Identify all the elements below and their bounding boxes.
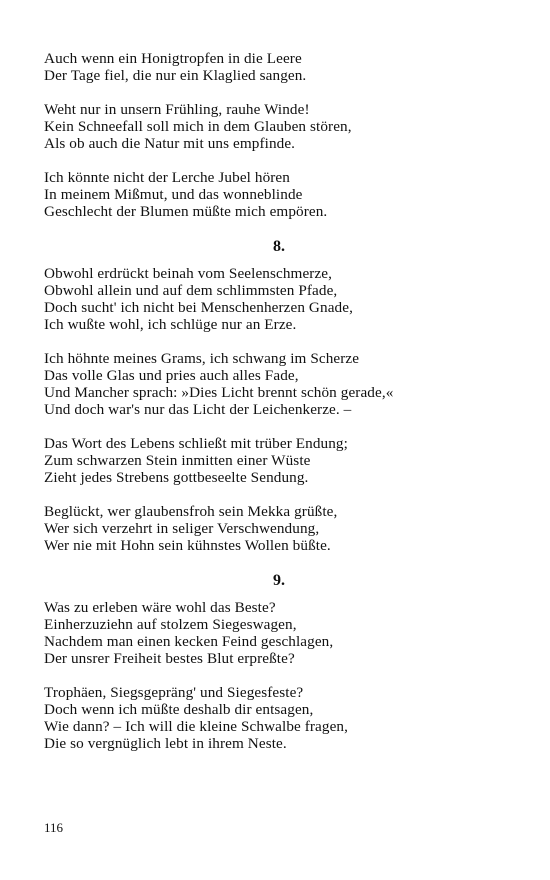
verse-line: Doch sucht' ich nicht bei Menschenherzen Gnade,	[44, 299, 353, 316]
verse-line: Zum schwarzen Stein inmitten einer Wüste	[44, 452, 311, 469]
verse-line: Und doch war's nur das Licht der Leichenkerze. –	[44, 401, 352, 418]
verse-line: Wer sich verzehrt in seliger Verschwendung,	[44, 520, 320, 537]
verse-line: Das volle Glas und pries auch alles Fade,	[44, 367, 299, 384]
verse-line: Der unsrer Freiheit bestes Blut erpreßte?	[44, 650, 295, 667]
stanza	[44, 503, 514, 554]
verse-line: Auch wenn ein Honigtropfen in die Leere	[44, 50, 302, 67]
verse-line: Die so vergnüglich lebt in ihrem Neste.	[44, 735, 287, 752]
verse-line: Einherzuziehn auf stolzem Siegeswagen,	[44, 616, 297, 633]
verse-line: Ich wußte wohl, ich schlüge nur an Erze.	[44, 316, 297, 333]
poem-section	[44, 571, 514, 752]
verse-line: Geschlecht der Blumen müßte mich empören.	[44, 203, 328, 220]
poem-number: 9.	[273, 572, 285, 589]
verse-line: Zieht jedes Strebens gottbeseelte Sendung.	[44, 469, 309, 486]
verse-line: Was zu erleben wäre wohl das Beste?	[44, 599, 276, 616]
verse-line: Als ob auch die Natur mit uns empfinde.	[44, 135, 296, 152]
stanza	[44, 169, 514, 220]
poem-body	[44, 50, 514, 769]
poem-section	[44, 50, 514, 220]
stanza	[44, 101, 514, 152]
stanza	[44, 265, 514, 333]
poem-section	[44, 237, 514, 554]
stanza	[44, 350, 514, 418]
verse-line: Ich höhnte meines Grams, ich schwang im Scherze	[44, 350, 360, 367]
verse-line: Wer nie mit Hohn sein kühnstes Wollen büßte.	[44, 537, 331, 554]
verse-line: Nachdem man einen kecken Feind geschlagen,	[44, 633, 334, 650]
verse-line: Das Wort des Lebens schließt mit trüber Endung;	[44, 435, 348, 452]
verse-line: Weht nur in unsern Frühling, rauhe Winde!	[44, 101, 310, 118]
verse-line: Trophäen, Siegsgepräng' und Siegesfeste?	[44, 684, 304, 701]
verse-line: Obwohl erdrückt beinah vom Seelenschmerze,	[44, 265, 333, 282]
page-number: 116	[44, 820, 64, 835]
stanza	[44, 599, 514, 667]
verse-line: Obwohl allein und auf dem schlimmsten Pfade,	[44, 282, 338, 299]
verse-line: Ich könnte nicht der Lerche Jubel hören	[44, 169, 290, 186]
verse-line: Kein Schneefall soll mich in dem Glauben stören,	[44, 118, 352, 135]
stanza	[44, 50, 514, 84]
verse-line: Beglückt, wer glaubensfroh sein Mekka grüßte,	[44, 503, 338, 520]
verse-line: Der Tage fiel, die nur ein Klaglied sangen.	[44, 67, 307, 84]
stanza	[44, 684, 514, 752]
verse-line: Wie dann? – Ich will die kleine Schwalbe fragen,	[44, 718, 349, 735]
stanza	[44, 435, 514, 486]
verse-line: In meinem Mißmut, und das wonneblinde	[44, 186, 303, 203]
verse-line: Und Mancher sprach: »Dies Licht brennt schön gerade,«	[44, 384, 394, 401]
verse-line: Doch wenn ich müßte deshalb dir entsagen,	[44, 701, 314, 718]
poem-number: 8.	[273, 238, 285, 255]
